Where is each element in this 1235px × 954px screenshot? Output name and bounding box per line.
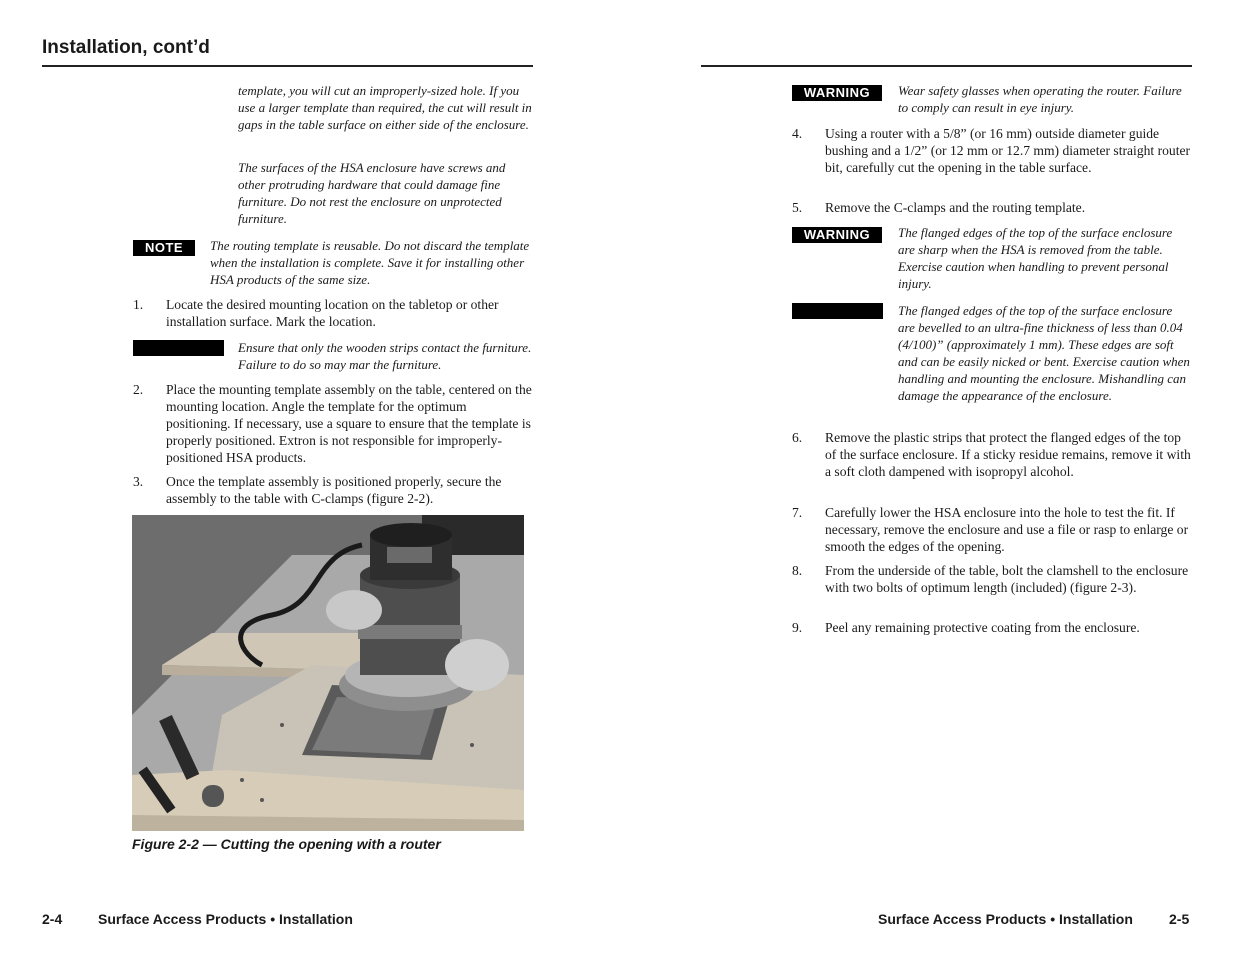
step-number: 5.: [792, 200, 803, 215]
router-photo: [132, 515, 524, 831]
caution-badge: [792, 303, 883, 319]
footer-title-left: Surface Access Products • Installation: [98, 911, 353, 927]
step-4: [792, 125, 1192, 176]
caution-text-2: The flanged edges of the top of the surface enclosure are bevelled to an ultra-fine thickness of less than 0.04 (4/100)” (approximately 1 mm). These edges are soft and can be easily nicked or bent. Exercise caution when handling and mounting the enclosure. Mishandling can damage the appearance of the enclosure.: [898, 303, 1190, 403]
step-number: 6.: [792, 430, 803, 445]
warning-badge: WARNING: [792, 227, 882, 243]
step-3: [133, 473, 533, 507]
intro-paragraph-2: The surfaces of the HSA enclosure have screws and other protruding hardware that could damage fine furniture. Do not rest the enclosure on unprotected furniture.: [238, 160, 506, 226]
step-number: 3.: [133, 474, 144, 489]
step-number: 2.: [133, 382, 144, 397]
footer-page-number-right: 2-5: [1169, 911, 1190, 927]
step-1: [133, 296, 533, 330]
step-number: 4.: [792, 126, 803, 141]
caution-text-1: Ensure that only the wooden strips contact the furniture. Failure to do so may mar the furniture.: [238, 340, 532, 372]
note-badge: NOTE: [133, 240, 195, 256]
header-rule-right: [701, 65, 1192, 67]
caution-badge: [133, 340, 224, 356]
step-6: [792, 429, 1192, 480]
step-9: [792, 619, 1192, 636]
step-text: Peel any remaining protective coating from the enclosure.: [825, 620, 1140, 635]
header-rule-left: [42, 65, 533, 67]
footer-title-right: Surface Access Products • Installation: [878, 911, 1133, 927]
router-illustration: [132, 515, 524, 831]
step-number: 7.: [792, 505, 803, 520]
footer-page-number-left: 2-4: [42, 911, 63, 927]
step-text: Place the mounting template assembly on the table, centered on the mounting location. Angle the template for the optimum positioning. If necessary, use a square to ensure that the template is properly positioned. Extron is not responsible for improperly-positioned HSA products.: [166, 382, 532, 465]
step-text: Locate the desired mounting location on the tabletop or other installation surface. Mark the location.: [166, 297, 499, 329]
warning-text-1: Wear safety glasses when operating the router. Failure to comply can result in eye injury.: [898, 83, 1182, 115]
warning-text-2: The flanged edges of the top of the surface enclosure are sharp when the HSA is removed from the table. Exercise caution when handling to prevent personal injury.: [898, 225, 1173, 291]
step-text: Once the template assembly is positioned properly, secure the assembly to the table with C-clamps (figure 2-2).: [166, 474, 502, 506]
step-text: Remove the plastic strips that protect the flanged edges of the top of the surface enclosure. If a sticky residue remains, remove it with a soft cloth dampened with isopropyl alcohol.: [825, 430, 1191, 479]
step-5: [792, 199, 1192, 216]
step-number: 9.: [792, 620, 803, 635]
step-text: From the underside of the table, bolt the clamshell to the enclosure with two bolts of optimum length (included) (figure 2-3).: [825, 563, 1189, 595]
note-text: The routing template is reusable. Do not discard the template when the installation is complete. Save it for installing other HSA products of the same size.: [210, 238, 530, 287]
intro-paragraph-1: template, you will cut an improperly-sized hole. If you use a larger template than required, the cut will result in gaps in the table surface on either side of the enclosure.: [238, 83, 532, 132]
step-number: 1.: [133, 297, 144, 312]
page-title: Installation, cont’d: [42, 37, 210, 58]
step-text: Carefully lower the HSA enclosure into the hole to test the fit. If necessary, remove the enclosure and use a file or rasp to enlarge or smooth the edges of the opening.: [825, 505, 1189, 554]
step-text: Using a router with a 5/8” (or 16 mm) outside diameter guide bushing and a 1/2” (or 12 mm or 12.7 mm) diameter straight router bit, carefully cut the opening in the table surface.: [825, 126, 1191, 175]
step-8: [792, 562, 1192, 596]
step-2: [133, 381, 533, 466]
step-number: 8.: [792, 563, 803, 578]
step-7: [792, 504, 1192, 555]
step-text: Remove the C-clamps and the routing template.: [825, 200, 1086, 215]
warning-badge: WARNING: [792, 85, 882, 101]
figure-caption: Figure 2-2 — Cutting the opening with a router: [132, 836, 441, 852]
